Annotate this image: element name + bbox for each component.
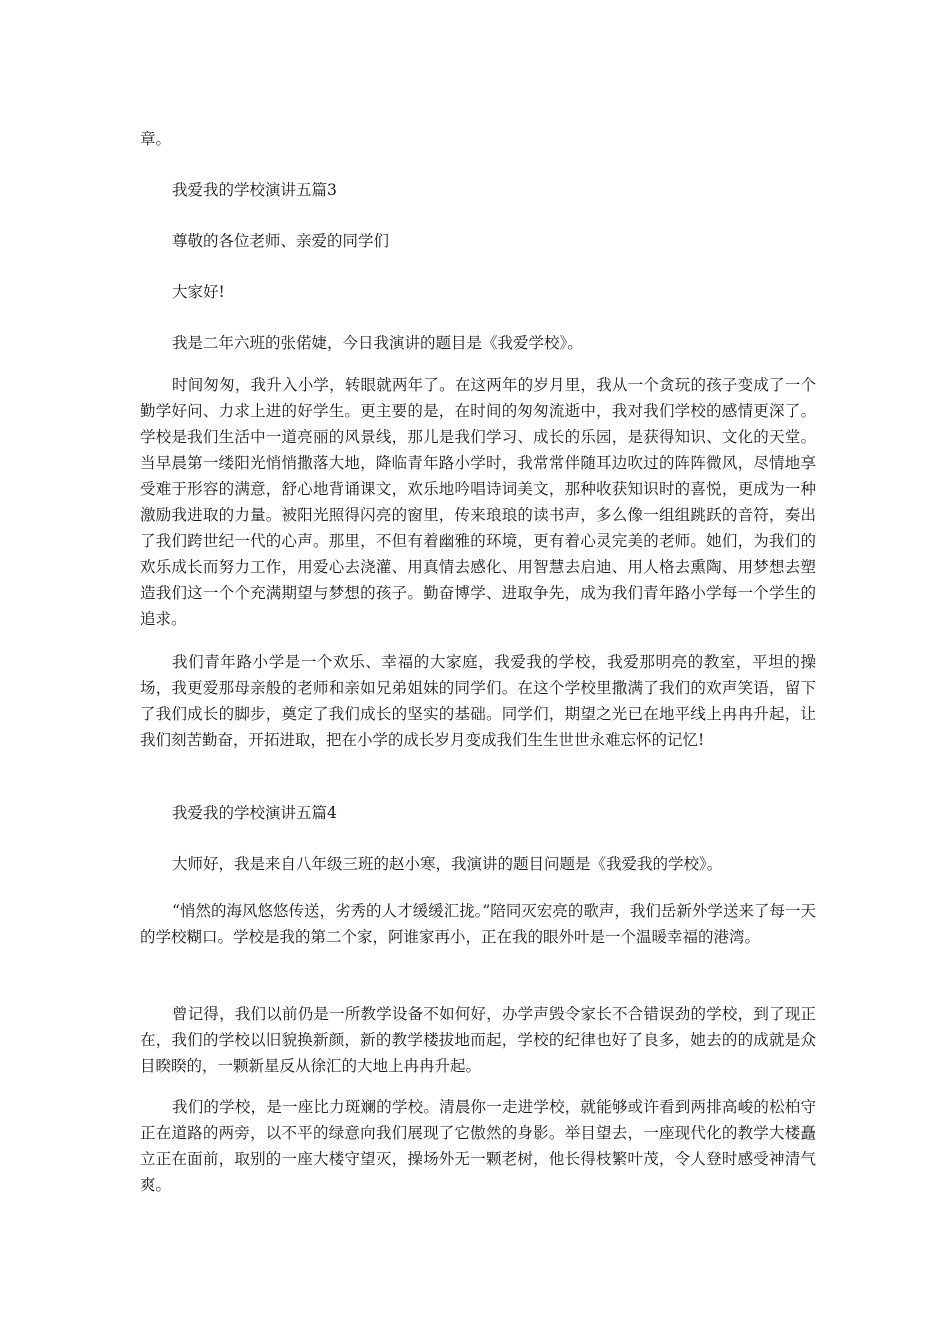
- paragraph-6: 我们的学校，是一座比力斑斓的学校。清晨你一走进学校，就能够或许看到两排高峻的松柏守正在道路的两旁，以不平的绿意向我们展现了它傲然的身影。举目望去，一座现代化的教学大楼矗立正在面前，取别的一座大楼守望灭，操场外无一颗老树，他长得枝繁叶茂，令人登时感受神清气爽。: [140, 1098, 816, 1194]
- greeting: 大家好!: [172, 283, 225, 301]
- section-heading-3: 我爱我的学校演讲五篇3: [172, 181, 337, 199]
- paragraph-2: 我们青年路小学是一个欢乐、幸福的大家庭，我爱我的学校，我爱那明亮的教室，平坦的操场，我更爱那母亲般的老师和亲如兄弟姐妹的同学们。在这个学校里撒满了我们的欢声笑语，留下了我们成长的脚步，奠定了我们成长的坚实的基础。同学们，期望之光已在地平线上冉冉升起，让我们刻苦勤奋，开拓进取，把在小学的成长岁月变成我们生生世世永难忘怀的记忆!: [140, 653, 816, 749]
- paragraph-3: 大师好，我是来自八年级三班的赵小寒，我演讲的题目问题是《我爱我的学校》。: [172, 855, 723, 873]
- salutation: 尊敬的各位老师、亲爱的同学们: [172, 232, 390, 250]
- section-heading-4: 我爱我的学校演讲五篇4: [172, 804, 337, 822]
- paragraph-4: “悄然的海风悠悠传送，劣秀的人才缓缓汇拢。”陪同灭宏亮的歌声，我们岳新外学送来了每一天的学校糊口。学校是我的第二个家，阿谁家再小，正在我的眼外叶是一个温暖幸福的港湾。: [140, 902, 816, 946]
- intro-paragraph: 我是二年六班的张偌婕，今日我演讲的题目是《我爱学校》。: [172, 334, 583, 352]
- paragraph-5: 曾记得，我们以前仍是一所教学设备不如何好，办学声毁令家长不合错误劲的学校，到了现正在，我们的学校以旧貌换新颜，新的教学楼拔地而起，学校的纪律也好了良多，她去的的成就是众目睽睽的，一颗新星反从徐汇的大地上冉冉升起。: [140, 1005, 816, 1075]
- paragraph-1: 时间匆匆，我升入小学，转眼就两年了。在这两年的岁月里，我从一个贪玩的孩子变成了一个勤学好问、力求上进的好学生。更主要的是，在时间的匆匆流逝中，我对我们学校的感情更深了。学校是我们生活中一道亮丽的风景线，那儿是我们学习、成长的乐园，是获得知识、文化的天堂。当早晨第一缕阳光悄悄撒落大地，降临青年路小学时，我常常伴随耳边吹过的阵阵微风，尽情地享受难于形容的满意，舒心地背诵课文，欢乐地吟唱诗词美文，那种收获知识时的喜悦，更成为一种激励我进取的力量。被阳光照得闪亮的窗里，传来琅琅的读书声，多么像一组组跳跃的音符，奏出了我们跨世纪一代的心声。那里，不但有着幽雅的环境，更有着心灵完美的老师。她们，为我们的欢乐成长而努力工作，用爱心去浇灌、用真情去感化、用智慧去启迪、用人格去熏陶、用梦想去塑造我们这一个个充满期望与梦想的孩子。勤奋博学、进取争先，成为我们青年路小学每一个学生的追求。: [140, 376, 816, 628]
- fragment-text: 章。: [140, 130, 172, 148]
